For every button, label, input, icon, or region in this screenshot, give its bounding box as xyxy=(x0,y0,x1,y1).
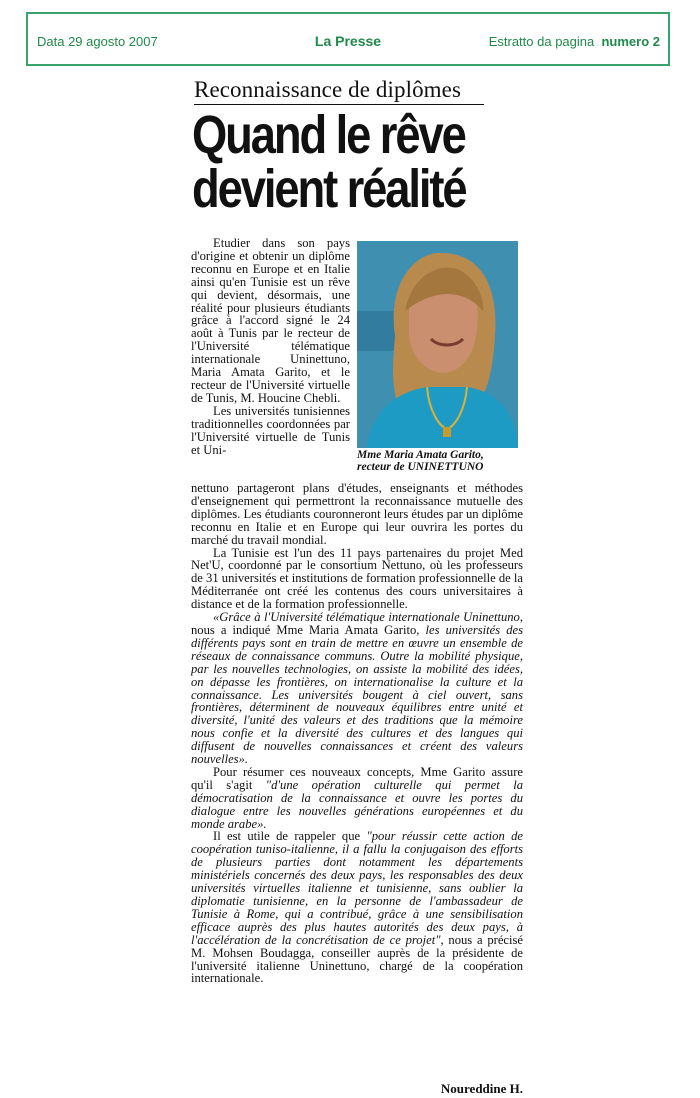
clipping-date: Data 29 agosto 2007 xyxy=(37,34,158,49)
quote-italic-a: «Grâce à l'Université télématique internationale Uninettuno xyxy=(213,610,520,625)
caption-line-2: recteur de UNINETTUNO xyxy=(357,461,484,473)
portrait-photo xyxy=(357,241,518,448)
p6-plain-a: Il est utile de rappeler que xyxy=(213,829,367,844)
extract-label: Estratto da pagina xyxy=(488,34,595,49)
author-signature: Noureddine H. xyxy=(440,1081,523,1096)
p5-italic: "d'une opération culturelle qui permet la démocratisation de la connaissance et ouvre les portes du dialogue entre les nouvelles générations européennes et du monde arabe». xyxy=(191,777,523,831)
paragraph-1: Etudier dans son pays d'origine et obtenir un diplôme reconnu en Europe et en Italie ainsi qu'en Tunisie est un rêve qui devient, désormais, une réalité pour plusieurs étudiants grâce à l'accord signé le 24 août à Tunis par le recteur de l'Université télématique internationale Uninettuno, Maria Amata Garito, et le recteur de l'Université virtuelle de Tunis, M. Houcine Chebli. xyxy=(191,236,350,405)
paragraph-2-start: Les universités tunisiennes traditionnelles coordonnées par l'Université virtuelle de Tunis et Uni- xyxy=(191,403,350,457)
caption-line-1: Mme Maria Amata Garito, xyxy=(357,449,484,461)
p6-italic: "pour réussir cette action de coopération tuniso-italienne, il a fallu la conjugaison des efforts de plusieurs parties dont notamment les départements ministériels concernés des deux pays, les responsables des deux universités virtuelles italienne et tunisienne, sans oublier la diplomatie tunisienne, en la personne de l'ambassadeur de Tunisie à Rome, qui a contribué, grâce à une sensibilisation efficace auprès des plus hautes autorités des deux pays, à l'accélération de la concrétisation de ce projet" xyxy=(191,829,524,947)
paragraph-3: La Tunisie est l'un des 11 pays partenaires du projet Med Net'U, coordonné par le consortium Nettuno, où les professeurs de 31 universités et institutions de formation professionnelle de la Méditerranée ont créé les contenus des cours universitaires à distance et de la formation professionnelle. xyxy=(191,545,523,612)
portrait-illustration xyxy=(357,241,518,448)
newspaper-name: La Presse xyxy=(314,33,382,49)
p6-plain-b: , nous a précisé M. Mohsen Boudagga, conseiller auprès de la présidente de l'université italienne Uninettuno, chargé de la coopération internationale. xyxy=(191,932,523,986)
quote-attribution: , nous a indiqué Mme Maria Amata Garito, xyxy=(191,610,523,637)
paragraph-4 xyxy=(191,611,523,766)
page-number: numero 2 xyxy=(601,34,660,49)
clipping-header xyxy=(26,12,670,66)
article-headline xyxy=(192,105,478,219)
headline-line-1: Quand le rêve xyxy=(192,105,465,165)
paragraph-2-continued: nettuno partageront plans d'études, enseignants et méthodes d'enseignement qui permettront la reconnaissance mutuelle des diplômes. Les étudiants couronneront leurs études par un diplôme reconnu en Italie et en Europe qui leur ouvrira les portes du marché du travail mondial. xyxy=(191,481,523,547)
paragraph-6 xyxy=(191,830,523,985)
page-extract-info xyxy=(489,34,660,49)
article-kicker: Reconnaissance de diplômes xyxy=(194,77,484,105)
headline-line-2: devient réalité xyxy=(192,159,466,219)
article-column-wide xyxy=(191,482,523,985)
p5-plain: Pour résumer ces nouveaux concepts, Mme Garito assure qu'il s'agit xyxy=(191,764,523,792)
photo-caption xyxy=(357,449,527,473)
paragraph-5 xyxy=(191,766,523,831)
article-column-narrow xyxy=(191,237,350,456)
quote-italic-b: les universités des différents pays sont en train de mettre en œuvre un ensemble de réseaux de connaissance communs. Outre la mobilité physique, par les nouvelles technologies, on assiste la mobilité des idées, on dépasse les frontières, on internationalise la culture et la connaissance. Les universités bougent à ciel ouvert, sans frontières, déterminent de nouveaux équilibres entre unité et diversité, l'unité des valeurs et des traditions que la mémoire nous confie et la diversité des cultures et des langues qui diffusent de nouvelles connaissances et créent des valeurs nouvelles». xyxy=(191,622,523,767)
